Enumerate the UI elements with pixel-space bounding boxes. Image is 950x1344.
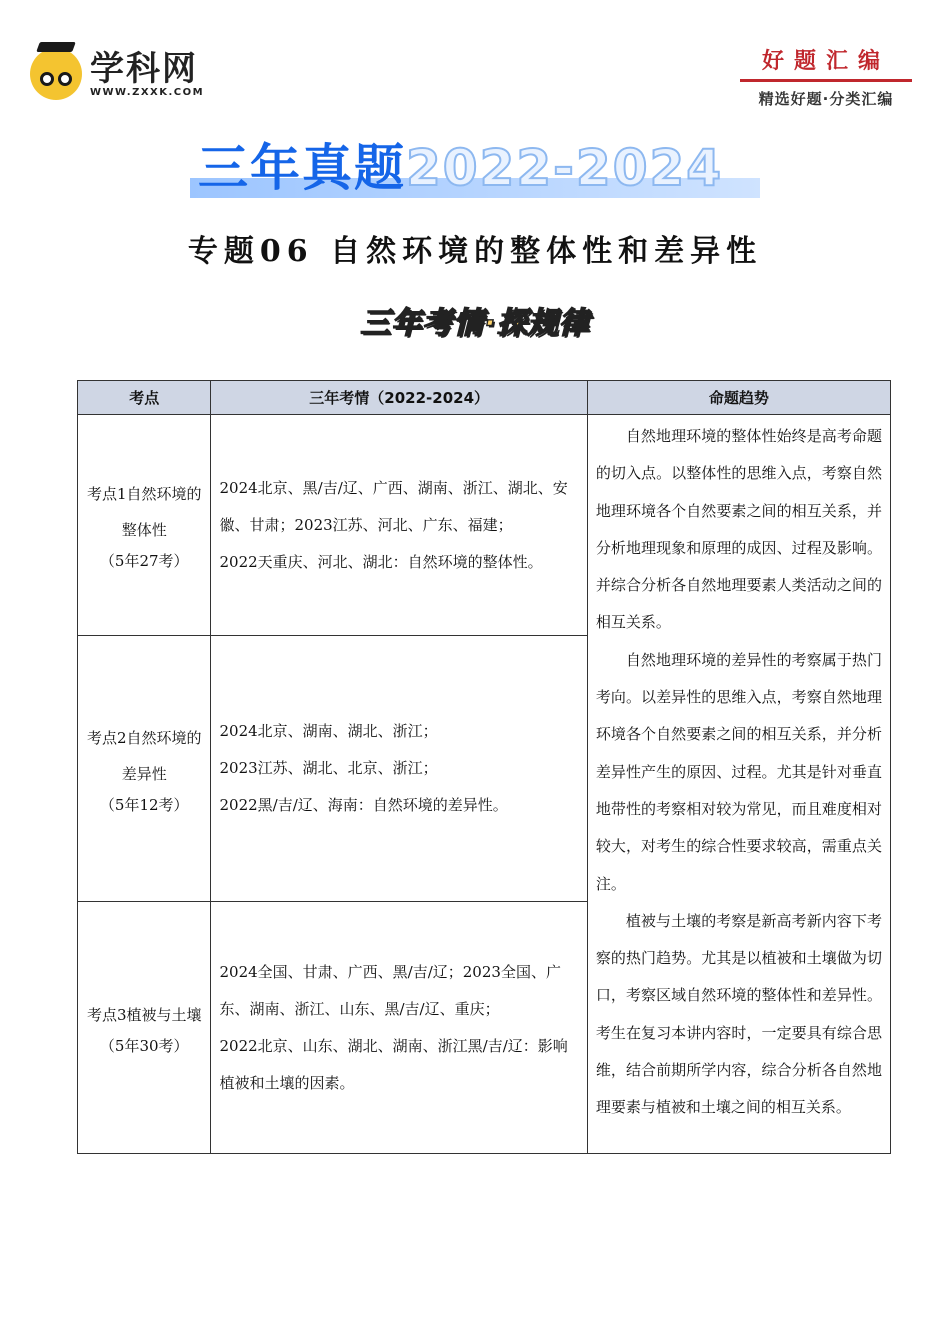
point-count: （5年27考） [99,552,189,570]
section-tag-main: 三年考情 [360,306,485,341]
logo-url: WWW.ZXXK.COM [90,86,205,98]
logo-name: 学科网 [90,48,198,89]
site-logo [30,44,204,104]
trend-cell [587,415,890,1154]
brand-subtitle: 精选好题·分类汇编 [758,90,894,108]
years-cell [211,415,587,636]
banner-title: 三年真题 [198,139,406,197]
section-tag-dot: · [484,306,497,341]
trend-paragraph: 自然地理环境的整体性始终是高考命题的切入点。以整体性的思维入点，考察自然地理环境各个自然要素之间的相互关系，并分析地理现象和原理的成因、过程及影响。并综合分析各自然地理要素人类活动之间的相互关系。 [595,427,882,632]
years-cell [211,902,587,1154]
header-years: 三年考情（2022-2024） [211,381,587,415]
point-cell [78,636,211,902]
point-count: （5年30考） [99,1036,189,1055]
years-line: 2022黑/吉/辽、海南：自然环境的差异性。 [219,796,508,814]
brand-badge [740,44,912,109]
header-point: 考点 [78,381,211,415]
banner-years: 2022-2024 [406,139,724,197]
title-banner [190,140,760,198]
point-count: （5年12考） [99,795,189,814]
point-cell [78,902,211,1154]
owl-logo-icon [30,48,82,100]
years-line: 2024北京、黑/吉/辽、广西、湖南、浙江、湖北、安徽、甘肃；2023江苏、河北、广东、福建； [219,478,568,534]
trend-paragraph: 自然地理环境的差异性的考察属于热门考向。以差异性的思维入点，考察自然地理环境各个自然要素之间的相互关系，并分析差异性产生的原因、过程。尤其是针对垂直地带性的考察相对较为常见，而且难度相对较大，对考生的综合性要求较高，需重点关注。 [595,650,882,893]
header-trend: 命题趋势 [587,381,890,415]
table-header-row [78,381,891,415]
years-line: 2024北京、湖南、湖北、浙江； [219,722,438,740]
years-line: 2022北京、山东、湖北、湖南、浙江黑/吉/辽：影响植被和土壤的因素。 [219,1036,568,1092]
point-name: 考点2自然环境的差异性 [86,728,202,783]
years-cell [211,636,587,902]
exam-analysis-table [77,380,891,1154]
topic-title: 专题06 自然环境的整体性和差异性 [187,234,763,269]
section-tag-second: 探规律 [496,306,590,341]
point-name: 考点1自然环境的整体性 [86,485,202,539]
years-line: 2022天重庆、河北、湖北：自然环境的整体性。 [219,552,543,571]
years-line: 2024全国、甘肃、广西、黑/吉/辽；2023全国、广东、湖南、浙江、山东、黑/吉/辽、重庆； [219,962,561,1018]
point-name: 考点3植被与土壤 [86,1005,202,1024]
years-line: 2023江苏、湖北、北京、浙江； [219,759,438,777]
trend-paragraph: 植被与土壤的考察是新高考新内容下考察的热门趋势。尤其是以植被和土壤做为切口，考察区域自然环境的整体性和差异性。考生在复习本讲内容时，一定要具有综合思维，结合前期所学内容，综合分析各自然地理要素与植被和土壤之间的相互关系。 [595,911,882,1117]
section-tag [330,302,620,346]
point-cell [78,415,211,636]
brand-title: 好题汇编 [740,44,912,82]
table-row [78,415,891,636]
